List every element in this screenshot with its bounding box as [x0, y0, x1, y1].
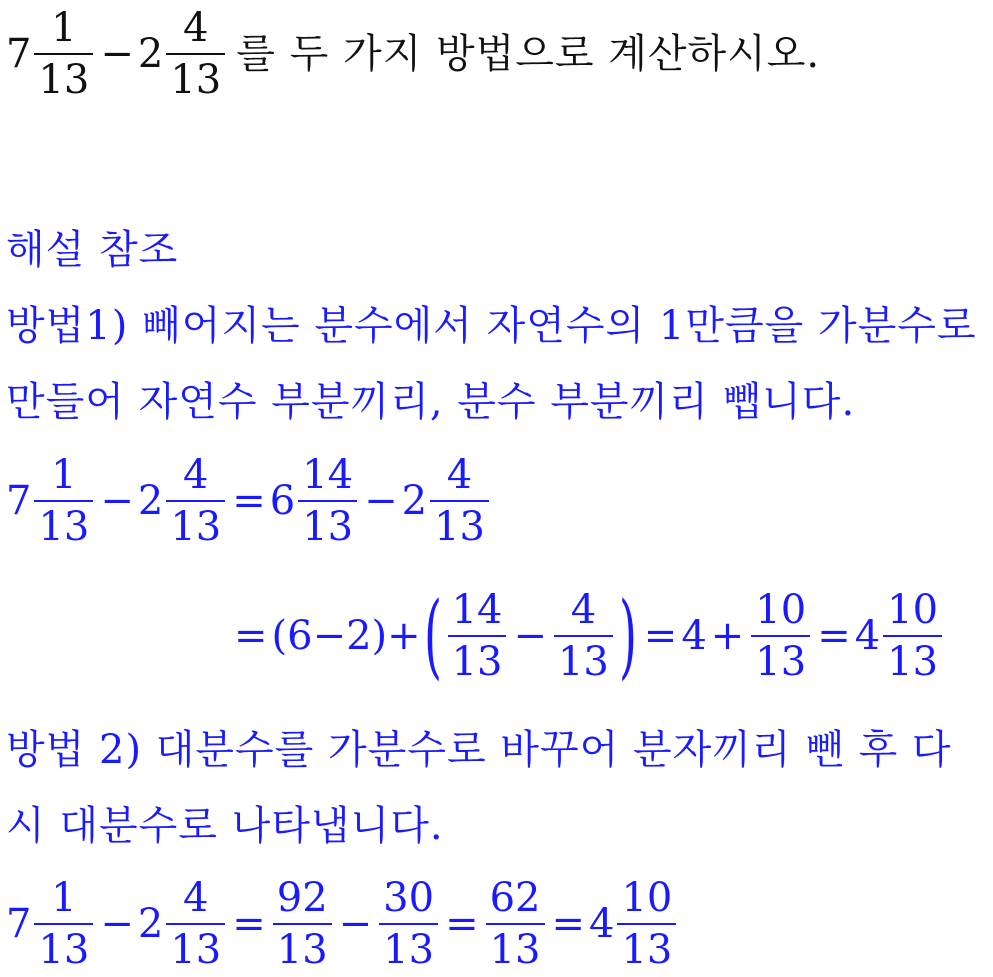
equals-sign: =	[232, 478, 266, 524]
whole-number: 7	[6, 31, 32, 77]
question-text: 를 두 가지 방법으로 계산하시오.	[236, 31, 821, 77]
method2-text-line1: 방법 2) 대분수를 가분수로 바꾸어 분자끼리 뺀 후 다	[6, 727, 952, 773]
equals-sign: =	[551, 901, 586, 947]
whole-number: 2	[137, 478, 164, 524]
equals-sign: =	[817, 613, 851, 659]
fraction: $\frac{92}{13}$	[273, 878, 332, 970]
equals-sign: =	[232, 901, 266, 947]
whole-number: 6	[269, 478, 296, 524]
whole-number: 2	[137, 31, 164, 77]
fraction: $\frac{10}{13}$	[617, 878, 676, 970]
fraction: $\frac{1}{13}$	[34, 8, 93, 100]
equals-sign: =	[643, 613, 678, 659]
equals-sign: =	[234, 613, 268, 659]
whole-number: 4	[854, 613, 881, 659]
solution-heading: 해설 참조	[6, 227, 179, 273]
fraction: $\frac{10}{13}$	[883, 590, 942, 682]
grouped-expression: (6−2)+	[271, 613, 421, 659]
fraction: $\frac{62}{13}$	[486, 878, 545, 970]
fraction: $\frac{4}{13}$	[166, 878, 225, 970]
whole-number: 2	[401, 478, 428, 524]
fraction: $\frac{1}{13}$	[34, 455, 93, 547]
whole-number: 4	[589, 901, 615, 947]
fraction: $\frac{1}{13}$	[34, 878, 93, 970]
minus-sign: −	[100, 901, 134, 947]
minus-sign: −	[513, 613, 547, 659]
method1-equation-2	[230, 582, 945, 689]
right-paren: )	[618, 582, 637, 689]
equals-sign: =	[445, 901, 479, 947]
method1-text-line2: 만들어 자연수 부분끼리, 분수 부분끼리 뺍니다.	[6, 379, 856, 425]
minus-sign: −	[100, 31, 134, 77]
minus-sign: −	[364, 478, 398, 524]
whole-number: 2	[137, 901, 164, 947]
fraction: $\frac{4}{13}$	[166, 8, 225, 100]
method1-text-line1: 방법1) 빼어지는 분수에서 자연수의 1만큼을 가분수로	[6, 303, 977, 349]
fraction: $\frac{14}{13}$	[298, 455, 357, 547]
method2-text-line2: 시 대분수로 나타냅니다.	[6, 803, 444, 849]
fraction: $\frac{14}{13}$	[448, 590, 507, 682]
minus-sign: −	[338, 901, 373, 947]
whole-number: 7	[6, 901, 32, 947]
plus-sign: +	[710, 613, 745, 659]
fraction: $\frac{4}{13}$	[166, 455, 225, 547]
method1-equation-1	[6, 452, 492, 550]
fraction: $\frac{10}{13}$	[751, 590, 810, 682]
fraction: $\frac{4}{13}$	[430, 455, 489, 547]
whole-number: 7	[6, 478, 32, 524]
method2-equation	[6, 875, 679, 973]
minus-sign: −	[100, 478, 134, 524]
left-paren: (	[423, 582, 442, 689]
question-line	[6, 5, 821, 103]
whole-number: 4	[681, 613, 707, 659]
fraction: $\frac{30}{13}$	[379, 878, 438, 970]
fraction: $\frac{4}{13}$	[554, 590, 613, 682]
